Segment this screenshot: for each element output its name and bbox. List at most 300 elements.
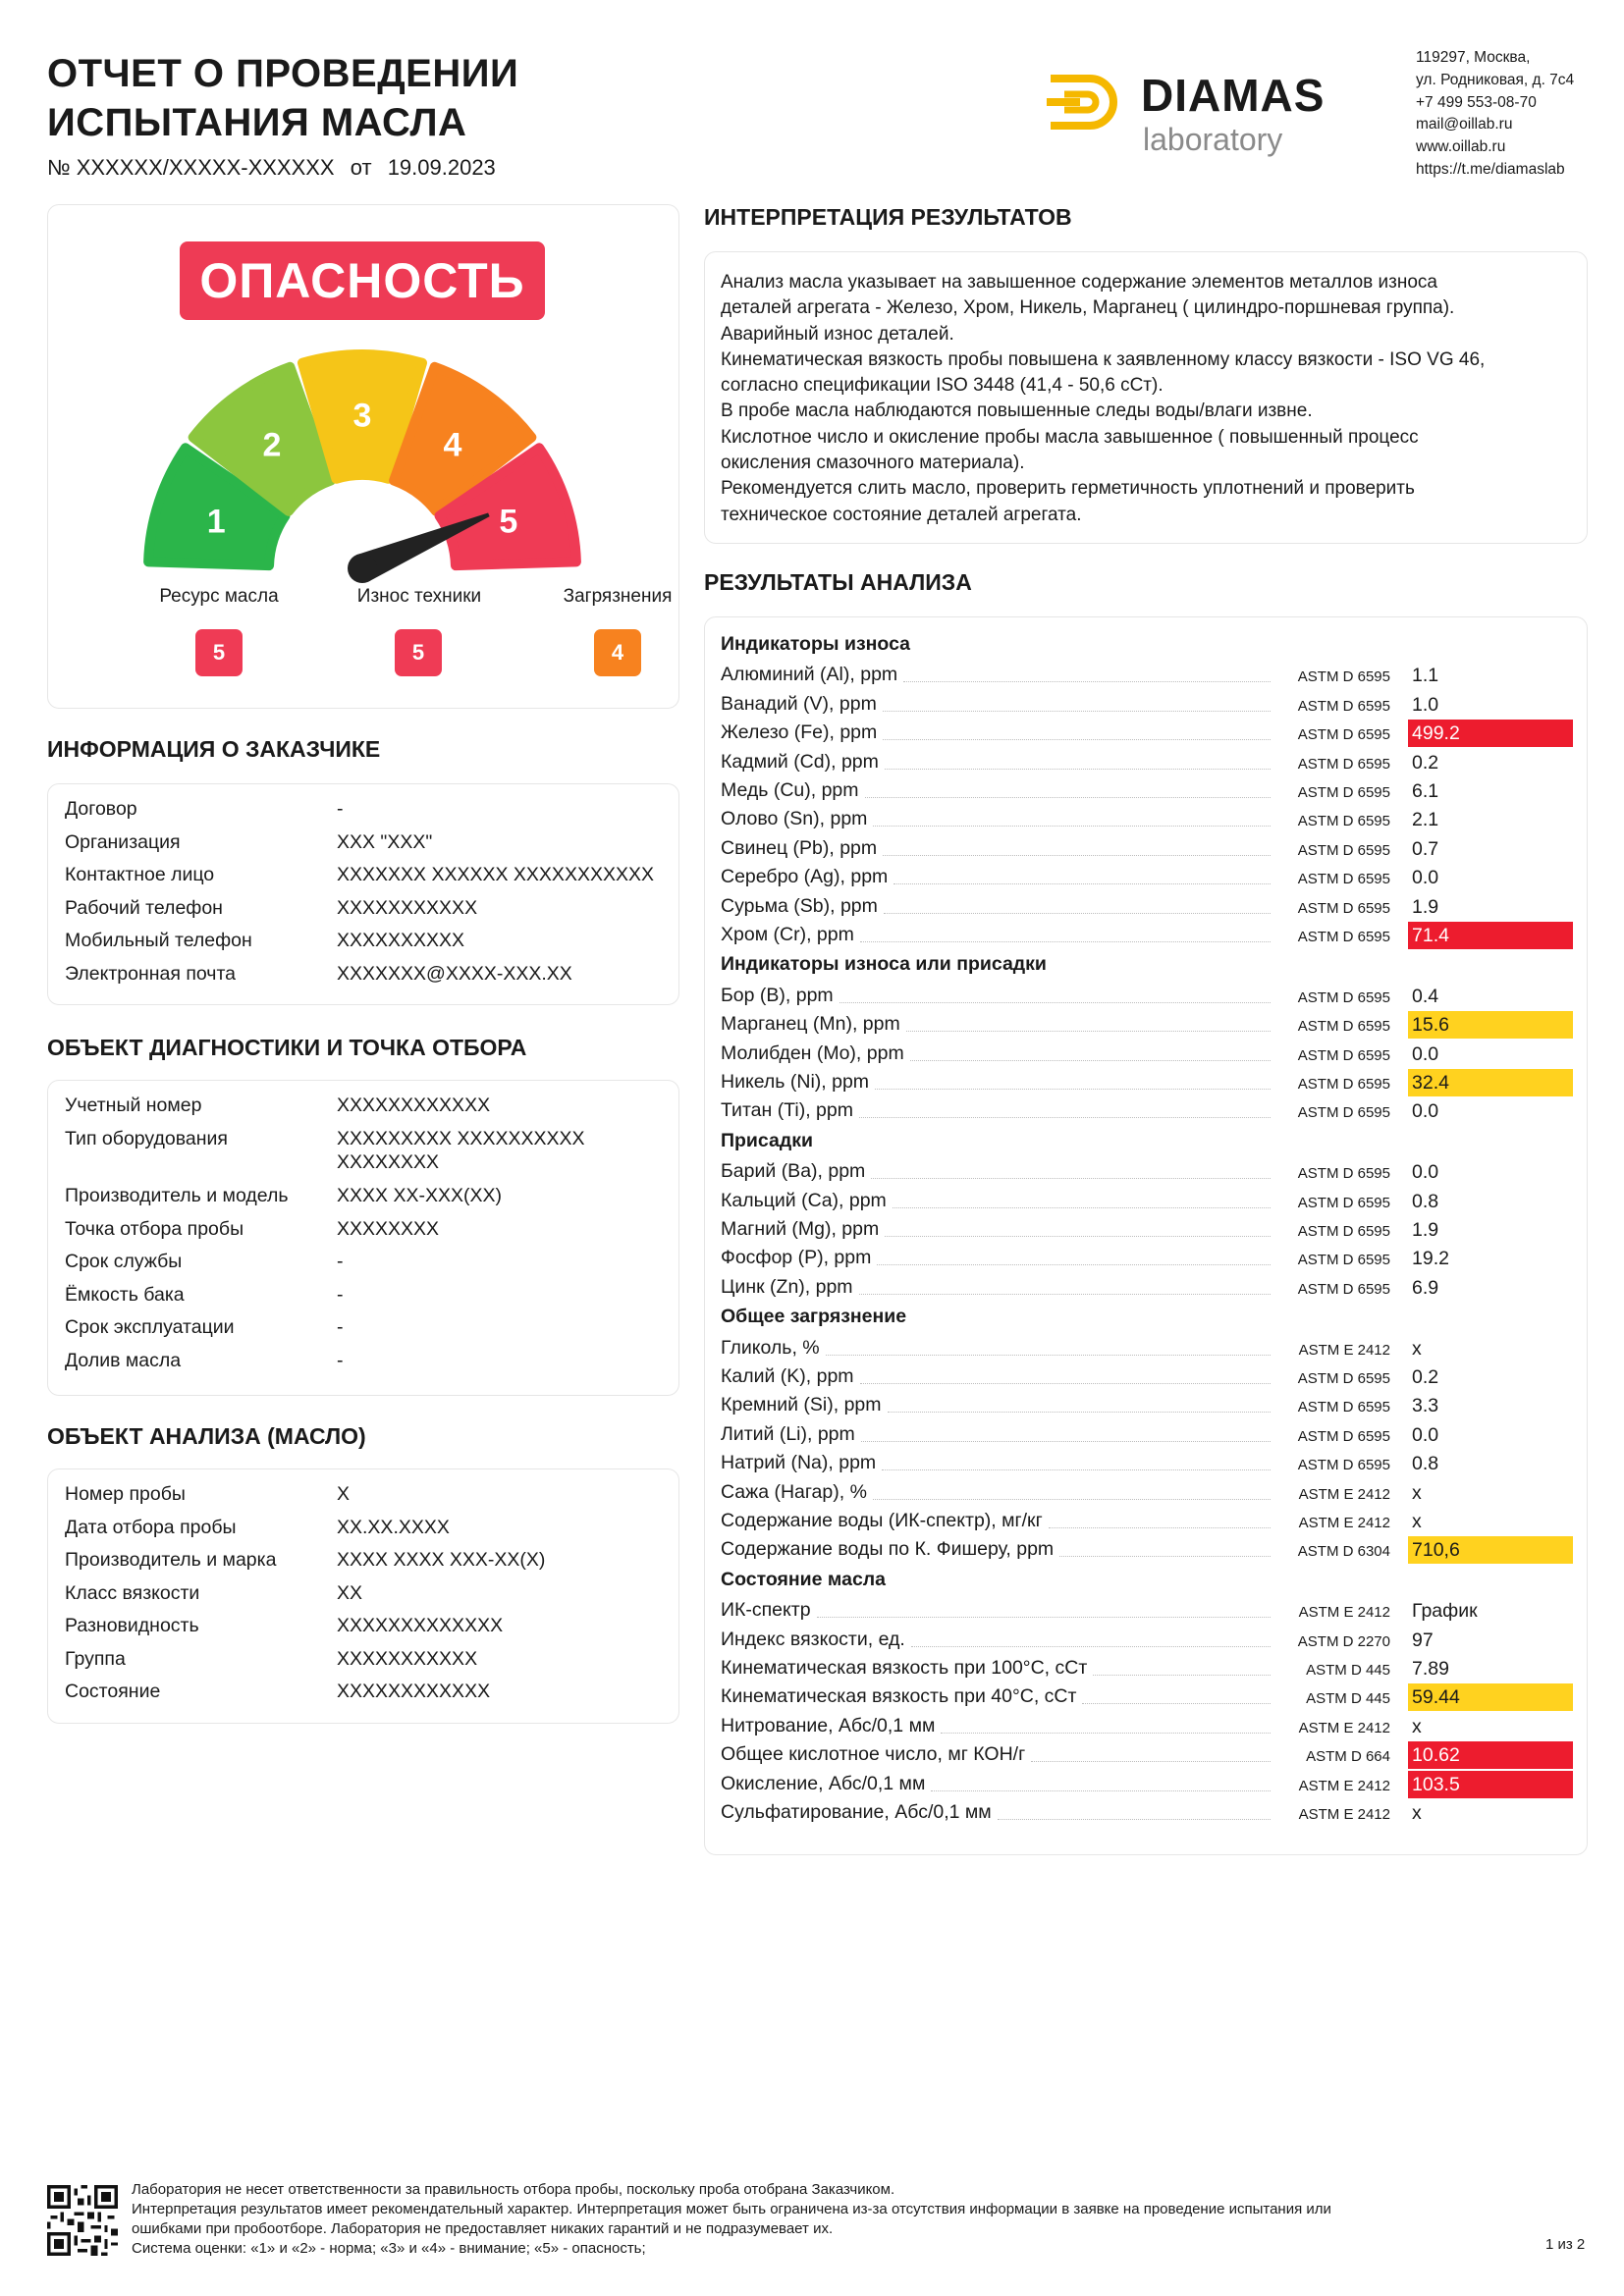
page-number: 1 из 2 [1545, 2236, 1586, 2253]
gauge-segment-label: 4 [443, 426, 462, 464]
field-label: Долив масла [65, 1349, 182, 1371]
interpretation-line: Кинематическая вязкость пробы повышена к заявленному классу вязкости - ISO VG 46, [721, 348, 1486, 370]
parameter-name: Медь (Cu), ppm [721, 779, 859, 801]
field-label: Срок эксплуатации [65, 1316, 235, 1338]
result-value: 0.2 [1412, 751, 1439, 774]
object-table [65, 1095, 654, 1389]
field-label: Срок службы [65, 1251, 183, 1272]
result-value: 15.6 [1408, 1011, 1573, 1039]
field-label: Производитель и марка [65, 1549, 277, 1571]
parameter-name: Свинец (Pb), ppm [721, 836, 878, 859]
score-contamination: 4 [594, 629, 641, 676]
gauge-segment-label: 3 [352, 397, 372, 435]
result-value: 710,6 [1408, 1536, 1573, 1564]
result-value: 0.8 [1412, 1453, 1439, 1475]
status-badge: ОПАСНОСТЬ [180, 241, 545, 320]
interpretation-line: Аварийный износ деталей. [721, 323, 954, 345]
result-value: x [1412, 1337, 1422, 1360]
parameter-name: Литий (Li), ppm [721, 1422, 855, 1445]
parameter-name: Содержание воды (ИК-спектр), мг/кг [721, 1510, 1043, 1531]
result-row [721, 1245, 1573, 1273]
field-label: Точка отбора пробы [65, 1217, 244, 1240]
object-row [65, 1251, 344, 1273]
parameter-name: Кремний (Si), ppm [721, 1394, 882, 1416]
result-value: 1.0 [1412, 693, 1439, 716]
oil-row [65, 1681, 491, 1703]
dotted-leader [882, 1469, 1271, 1470]
field-value: XXXXXXXXXXXXX [337, 1615, 504, 1636]
dotted-leader [1082, 1703, 1271, 1704]
gauge-segment-label: 1 [206, 503, 226, 541]
results-group-heading: Общее загрязнение [721, 1306, 907, 1328]
title-line-1: ОТЧЕТ О ПРОВЕДЕНИИ [47, 52, 519, 95]
parameter-name: Олово (Sn), ppm [721, 808, 868, 830]
qr-code-icon [47, 2185, 118, 2256]
customer-row [65, 962, 572, 986]
test-method: ASTM D 445 [1306, 1662, 1390, 1679]
result-value: 0.0 [1412, 1100, 1439, 1123]
interpretation-line: Кислотное число и окисление пробы масла завышенное ( повышенный процесс [721, 426, 1419, 448]
footer-line: ошибками при пробоотборе. Лаборатория не предоставляет никаких гарантий и не подразумевает их. [132, 2220, 834, 2237]
test-method: ASTM D 6595 [1297, 1018, 1390, 1036]
results-card [704, 616, 1588, 1855]
parameter-name: Сурьма (Sb), ppm [721, 894, 878, 917]
test-method: ASTM D 6304 [1297, 1543, 1390, 1561]
result-row [721, 777, 1573, 806]
field-value: XXXXXXXXX XXXXXXXXXX [337, 1127, 585, 1149]
test-method: ASTM D 6595 [1297, 697, 1390, 715]
field-value: - [337, 1349, 344, 1371]
dotted-leader [1093, 1675, 1271, 1676]
dotted-leader [883, 739, 1271, 740]
test-method: ASTM E 2412 [1298, 1806, 1390, 1823]
result-row [721, 1216, 1573, 1245]
contact-block [1416, 47, 1574, 182]
test-method: ASTM D 6595 [1297, 1194, 1390, 1211]
result-row [721, 1188, 1573, 1216]
field-label: Дата отбора пробы [65, 1516, 237, 1538]
gauge-needle-hub [348, 554, 377, 583]
result-row [721, 691, 1573, 720]
parameter-name: Алюминий (Al), ppm [721, 664, 898, 686]
result-value: x [1412, 1715, 1422, 1737]
oil-table [65, 1483, 654, 1715]
parameter-name: Бор (B), ppm [721, 984, 834, 1006]
parameter-name: Магний (Mg), ppm [721, 1218, 880, 1240]
object-section-title: ОБЪЕКТ ДИАГНОСТИКИ И ТОЧКА ОТБОРА [47, 1035, 527, 1060]
test-method: ASTM D 6595 [1297, 1165, 1390, 1183]
parameter-name: Никель (Ni), ppm [721, 1071, 870, 1093]
test-method: ASTM D 6595 [1297, 1399, 1390, 1416]
dotted-leader [885, 1236, 1271, 1237]
parameter-name: Кинематическая вязкость при 100°С, сСт [721, 1657, 1088, 1679]
field-value: XX [337, 1581, 363, 1604]
parameter-name: Содержание воды по К. Фишеру, ppm [721, 1538, 1055, 1561]
score-label-oil-resource: Ресурс масла [159, 586, 279, 607]
field-label: Тип оборудования [65, 1127, 228, 1149]
parameter-name: Титан (Ti), ppm [721, 1099, 853, 1122]
parameter-name: Железо (Fe), ppm [721, 721, 878, 744]
dotted-leader [883, 855, 1271, 856]
field-label: Класс вязкости [65, 1581, 200, 1604]
parameter-name: Окисление, Абс/0,1 мм [721, 1772, 926, 1794]
parameter-name: Барий (Ba), ppm [721, 1160, 866, 1183]
test-method: ASTM D 6595 [1297, 871, 1390, 888]
object-row [65, 1283, 344, 1307]
dotted-leader [1059, 1556, 1271, 1557]
result-row [721, 1274, 1573, 1303]
dotted-leader [998, 1819, 1271, 1820]
parameter-name: Молибден (Mo), ppm [721, 1041, 904, 1064]
logo-subtitle: laboratory [1143, 122, 1283, 157]
contact-address-1: 119297, Москва, [1416, 49, 1531, 66]
parameter-name: Цинк (Zn), ppm [721, 1275, 853, 1298]
test-method: ASTM D 6595 [1297, 1252, 1390, 1269]
result-row [721, 1041, 1573, 1069]
object-row [65, 1316, 344, 1339]
field-label: Разновидность [65, 1615, 199, 1636]
result-row [721, 749, 1573, 777]
parameter-name: Нитрование, Абс/0,1 мм [721, 1714, 936, 1736]
footer-line: Интерпретация результатов имеет рекомендательный характер. Интерпретация может быть ограничена из-за отсутствия информации в заявке на проведение испытания или [132, 2201, 1331, 2217]
parameter-name: ИК-спектр [721, 1599, 811, 1622]
dotted-leader [1049, 1527, 1271, 1528]
test-method: ASTM E 2412 [1298, 1604, 1390, 1622]
test-method: ASTM D 6595 [1297, 841, 1390, 859]
result-row [721, 864, 1573, 892]
parameter-name: Ванадий (V), ppm [721, 692, 877, 715]
status-card [47, 204, 679, 709]
dotted-leader [910, 1060, 1271, 1061]
parameter-name: Общее кислотное число, мг КОН/г [721, 1743, 1026, 1766]
result-value: 71.4 [1408, 922, 1573, 949]
test-method: ASTM D 6595 [1297, 988, 1390, 1006]
footer-line: Лаборатория не несет ответственности за правильность отбора пробы, поскольку проба отобрана Заказчиком. [132, 2181, 895, 2198]
customer-row [65, 830, 433, 854]
result-row [721, 1741, 1573, 1770]
field-label: Состояние [65, 1681, 161, 1702]
test-method: ASTM E 2412 [1298, 1719, 1390, 1736]
oil-section-title: ОБЪЕКТ АНАЛИЗА (МАСЛО) [47, 1423, 366, 1449]
score-wear: 5 [395, 629, 442, 676]
interpretation-line: В пробе масла наблюдаются повышенные следы воды/влаги извне. [721, 400, 1313, 422]
object-row [65, 1095, 491, 1117]
test-method: ASTM E 2412 [1298, 1515, 1390, 1531]
parameter-name: Хром (Cr), ppm [721, 924, 854, 945]
parameter-name: Кадмий (Cd), ppm [721, 750, 879, 773]
dotted-leader [941, 1733, 1271, 1734]
result-value: 0.4 [1412, 985, 1439, 1007]
field-label: Номер пробы [65, 1483, 186, 1505]
oil-row [65, 1615, 504, 1637]
field-value: XXXXXXX@XXXX-XXX.XX [337, 962, 572, 985]
result-row [721, 1450, 1573, 1478]
field-value: XXXXXXXXXXXX [337, 1095, 491, 1116]
dotted-leader [888, 1412, 1271, 1413]
parameter-name: Натрий (Na), ppm [721, 1452, 877, 1474]
dotted-leader [865, 797, 1271, 798]
risk-gauge [127, 333, 598, 657]
title-line-2: ИСПЫТАНИЯ МАСЛА [47, 101, 467, 144]
test-method: ASTM E 2412 [1298, 1777, 1390, 1794]
object-card [47, 1080, 679, 1396]
test-method: ASTM D 6595 [1297, 755, 1390, 773]
result-row [721, 1421, 1573, 1450]
dotted-leader [871, 1178, 1271, 1179]
object-row [65, 1185, 502, 1207]
gauge-segment-label: 5 [499, 503, 518, 541]
oil-row [65, 1647, 478, 1671]
score-oil-resource: 5 [195, 629, 243, 676]
dotted-leader [860, 941, 1271, 942]
field-label: Мобильный телефон [65, 930, 252, 951]
dotted-leader [861, 1441, 1271, 1442]
field-value: - [337, 1283, 344, 1306]
result-value: 2.1 [1412, 809, 1439, 831]
customer-table [65, 798, 654, 994]
test-method: ASTM D 6595 [1297, 1223, 1390, 1240]
result-value: 6.1 [1412, 780, 1439, 802]
result-value: 32.4 [1408, 1069, 1573, 1096]
result-value: x [1412, 1511, 1422, 1532]
field-label: Контактное лицо [65, 864, 215, 885]
result-value: 1.9 [1412, 895, 1439, 918]
document-date: 19.09.2023 [387, 155, 496, 180]
test-method: ASTM D 6595 [1297, 1046, 1390, 1064]
parameter-name: Сульфатирование, Абс/0,1 мм [721, 1801, 992, 1823]
dotted-leader [931, 1790, 1271, 1791]
dotted-leader [859, 1117, 1271, 1118]
test-method: ASTM D 6595 [1297, 1457, 1390, 1474]
dotted-leader [817, 1617, 1271, 1618]
result-row [721, 1683, 1573, 1712]
dotted-leader [877, 1264, 1271, 1265]
field-label: Рабочий телефон [65, 896, 223, 919]
result-value: 3.3 [1412, 1395, 1439, 1417]
field-label: Ёмкость бака [65, 1283, 185, 1306]
result-row [721, 1799, 1573, 1828]
field-label: Электронная почта [65, 962, 237, 985]
result-row [721, 1655, 1573, 1683]
results-group-heading: Индикаторы износа или присадки [721, 953, 1047, 976]
contact-email: mail@oillab.ru [1416, 116, 1513, 133]
result-row [721, 1771, 1573, 1799]
contact-phone: +7 499 553-08-70 [1416, 93, 1537, 111]
field-value: XXXX XXXX XXX-XX(X) [337, 1549, 546, 1571]
result-value: 10.62 [1408, 1741, 1573, 1769]
result-value: 0.2 [1412, 1366, 1439, 1388]
test-method: ASTM D 6595 [1297, 929, 1390, 945]
test-method: ASTM D 2270 [1297, 1632, 1390, 1650]
test-method: ASTM D 6595 [1297, 1104, 1390, 1122]
test-method: ASTM D 6595 [1297, 1076, 1390, 1093]
document-number: № XXXXXX/XXXXX-XXXXXX [47, 155, 335, 180]
parameter-name: Марганец (Mn), ppm [721, 1013, 900, 1036]
field-label: Учетный номер [65, 1095, 202, 1116]
parameter-name: Кальций (Ca), ppm [721, 1189, 887, 1211]
footer-line: Система оценки: «1» и «2» - норма; «3» и «4» - внимание; «5» - опасность; [132, 2240, 646, 2257]
result-value: 6.9 [1412, 1276, 1439, 1299]
contact-telegram: https://t.me/diamaslab [1416, 160, 1565, 178]
logo-name: DIAMAS [1141, 70, 1326, 121]
oil-card [47, 1468, 679, 1724]
parameter-name: Индекс вязкости, ед. [721, 1628, 905, 1650]
interpretation-card [704, 251, 1588, 544]
result-row [721, 1392, 1573, 1420]
field-value: XXXX XX-XXX(XX) [337, 1185, 502, 1206]
result-row [721, 922, 1573, 950]
dotted-leader [884, 913, 1271, 914]
result-row [721, 662, 1573, 690]
gauge-segment-label: 2 [262, 426, 282, 464]
result-value: 19.2 [1412, 1248, 1449, 1270]
customer-row [65, 864, 654, 886]
oil-row [65, 1483, 351, 1506]
field-value: XXXXXXXXXXX [337, 1647, 478, 1670]
test-method: ASTM D 6595 [1297, 784, 1390, 801]
field-value: - [337, 798, 344, 820]
results-group-heading: Индикаторы износа [721, 633, 910, 655]
dotted-leader [911, 1646, 1271, 1647]
result-row [721, 983, 1573, 1011]
result-row [721, 1363, 1573, 1392]
dotted-leader [860, 1383, 1271, 1384]
dotted-leader [873, 826, 1271, 827]
result-value: 0.7 [1412, 837, 1439, 860]
result-value: График [1412, 1600, 1478, 1623]
interpretation-line: согласно спецификации ISO 3448 (41,4 - 50,6 сСт). [721, 375, 1164, 397]
contact-address-2: ул. Родниковая, д. 7с4 [1416, 71, 1575, 88]
result-value: 103.5 [1408, 1771, 1573, 1798]
field-value: XXX "XXX" [337, 830, 433, 853]
parameter-name: Сажа (Нагар), % [721, 1480, 867, 1503]
dotted-leader [859, 1294, 1271, 1295]
test-method: ASTM D 6595 [1297, 1280, 1390, 1298]
field-value: XXXXXXXX [337, 1217, 440, 1240]
results-group-heading: Присадки [721, 1129, 813, 1151]
customer-row [65, 930, 465, 952]
result-row [721, 835, 1573, 864]
field-label: Группа [65, 1647, 126, 1670]
results-group-heading: Состояние масла [721, 1568, 887, 1590]
customer-section-title: ИНФОРМАЦИЯ О ЗАКАЗЧИКЕ [47, 736, 381, 762]
dotted-leader [826, 1355, 1271, 1356]
field-value: XX.XX.XXXX [337, 1516, 450, 1538]
test-method: ASTM E 2412 [1298, 1485, 1390, 1503]
oil-row [65, 1581, 363, 1605]
interpretation-section-title: ИНТЕРПРЕТАЦИЯ РЕЗУЛЬТАТОВ [704, 204, 1072, 230]
result-row [721, 1627, 1573, 1655]
result-value: 0.8 [1412, 1190, 1439, 1212]
field-value: XXXXXXXXXX [337, 930, 465, 951]
field-label: Производитель и модель [65, 1185, 289, 1206]
result-value: 499.2 [1408, 720, 1573, 747]
dotted-leader [873, 1499, 1271, 1500]
date-prefix: от [350, 155, 372, 180]
logo-mark-icon [1047, 73, 1125, 132]
test-method: ASTM D 664 [1306, 1748, 1390, 1766]
parameter-name: Фосфор (P), ppm [721, 1247, 872, 1269]
interpretation-line: Анализ масла указывает на завышенное содержание элементов металлов износа [721, 272, 1437, 293]
score-label-wear: Износ техники [356, 586, 482, 607]
parameter-name: Серебро (Ag), ppm [721, 866, 889, 888]
result-value: 0.0 [1412, 1423, 1439, 1446]
result-row [721, 720, 1573, 748]
parameter-name: Кинематическая вязкость при 40°С, сСт [721, 1685, 1077, 1708]
result-row [721, 1597, 1573, 1626]
field-value: X [337, 1483, 351, 1505]
result-row [721, 893, 1573, 922]
result-value: x [1412, 1802, 1422, 1824]
result-value: 59.44 [1408, 1683, 1573, 1711]
result-row [721, 1335, 1573, 1363]
dotted-leader [903, 681, 1271, 682]
result-row [721, 1508, 1573, 1536]
test-method: ASTM E 2412 [1298, 1341, 1390, 1359]
interpretation-line: окисления смазочного материала). [721, 453, 1025, 474]
dotted-leader [883, 711, 1271, 712]
parameter-name: Калий (K), ppm [721, 1365, 854, 1387]
contact-website: www.oillab.ru [1416, 138, 1506, 156]
results-section-title: РЕЗУЛЬТАТЫ АНАЛИЗА [704, 569, 972, 595]
result-row [721, 1713, 1573, 1741]
score-label-contamination: Загрязнения [563, 586, 673, 607]
field-value: - [337, 1316, 344, 1338]
interpretation-line: техническое состояние деталей агрегата. [721, 504, 1082, 525]
result-value: 1.1 [1412, 665, 1439, 687]
dotted-leader [875, 1089, 1271, 1090]
dotted-leader [906, 1031, 1271, 1032]
interpretation-line: деталей агрегата - Железо, Хром, Никель, Марганец ( цилиндро-поршневая группа). [721, 297, 1455, 319]
field-label: Договор [65, 798, 137, 820]
object-row [65, 1349, 344, 1372]
result-row [721, 1011, 1573, 1040]
parameter-name: Гликоль, % [721, 1336, 820, 1359]
result-row [721, 1536, 1573, 1565]
field-value-continued: XXXXXXXX [337, 1150, 440, 1173]
test-method: ASTM D 6595 [1297, 726, 1390, 744]
document-number-line [47, 155, 506, 181]
test-method: ASTM D 6595 [1297, 813, 1390, 830]
field-value: XXXXXXXXXXXX [337, 1681, 491, 1702]
result-value: x [1412, 1481, 1422, 1504]
field-value: - [337, 1251, 344, 1272]
result-row [721, 1158, 1573, 1187]
dotted-leader [1031, 1761, 1271, 1762]
result-value: 0.0 [1412, 1042, 1439, 1065]
footer-disclaimer [132, 2180, 1526, 2259]
test-method: ASTM D 6595 [1297, 1370, 1390, 1387]
test-method: ASTM D 445 [1306, 1690, 1390, 1708]
dotted-leader [839, 1002, 1271, 1003]
dotted-leader [893, 883, 1271, 884]
dotted-leader [885, 769, 1271, 770]
result-row [721, 1479, 1573, 1508]
customer-row [65, 896, 478, 920]
customer-card [47, 783, 679, 1005]
field-value: XXXXXXXXXXX [337, 896, 478, 919]
result-value: 97 [1412, 1629, 1434, 1651]
oil-row [65, 1516, 450, 1539]
result-value: 0.0 [1412, 867, 1439, 889]
result-value: 7.89 [1412, 1658, 1449, 1680]
interpretation-line: Рекомендуется слить масло, проверить герметичность уплотнений и проверить [721, 478, 1415, 500]
object-row [65, 1217, 440, 1241]
test-method: ASTM D 6595 [1297, 668, 1390, 686]
result-row [721, 1097, 1573, 1126]
customer-row [65, 798, 344, 821]
result-value: 0.0 [1412, 1161, 1439, 1184]
